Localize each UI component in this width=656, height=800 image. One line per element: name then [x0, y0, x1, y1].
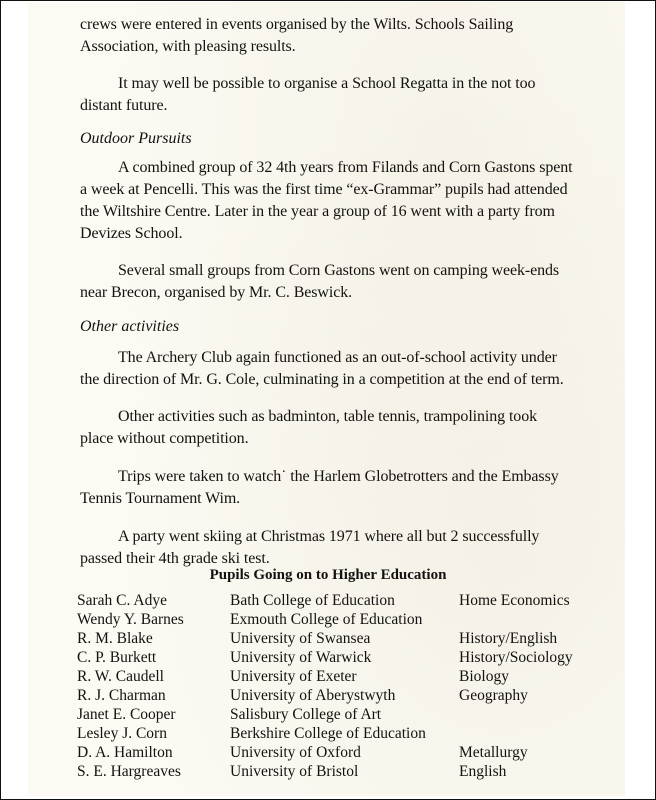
- institution: Salisbury College of Art: [230, 706, 382, 723]
- pupil-name: Lesley J. Corn: [77, 725, 167, 742]
- institution: University of Bristol: [230, 763, 359, 780]
- subject: Metallurgy: [459, 744, 528, 761]
- table-row: [0, 705, 656, 724]
- table-row: [0, 648, 656, 667]
- pupil-name: R. J. Charman: [77, 687, 166, 704]
- institution: University of Aberystwyth: [230, 687, 396, 704]
- paragraph-skiing-line-2: passed their 4th grade ski test.: [80, 550, 270, 567]
- pupil-name: S. E. Hargreaves: [77, 763, 181, 780]
- paragraph-pencelli-line-1: A combined group of 32 4th years from Filands and Corn Gastons spent: [118, 159, 573, 176]
- table-row: [0, 724, 656, 743]
- institution: University of Warwick: [230, 649, 372, 666]
- table-title-higher-education: Pupils Going on to Higher Education: [209, 567, 447, 583]
- paragraph-brecon-line-2: near Brecon, organised by Mr. C. Beswick.: [80, 284, 352, 301]
- pupil-name: Janet E. Cooper: [77, 706, 176, 723]
- table-row: [0, 629, 656, 648]
- paragraph-pencelli-line-3: the Wiltshire Centre. Later in the year a group of 16 went with a party from: [80, 203, 555, 220]
- pupil-name: Wendy Y. Barnes: [77, 611, 184, 628]
- table-row: [0, 743, 656, 762]
- subject: History/Sociology: [459, 649, 573, 666]
- pupil-name: D. A. Hamilton: [77, 744, 173, 761]
- institution: University of Oxford: [230, 744, 361, 761]
- paragraph-regatta-line-2: distant future.: [80, 97, 168, 114]
- institution: Bath College of Education: [230, 592, 395, 609]
- paragraph-regatta-line-1: It may well be possible to organise a School Regatta in the not too: [118, 75, 536, 92]
- institution: University of Swansea: [230, 630, 371, 647]
- subject: English: [459, 763, 507, 780]
- paragraph-trips-line-2: Tennis Tournament Wim.: [80, 490, 241, 507]
- institution: Berkshire College of Education: [230, 725, 426, 742]
- paragraph-brecon-line-1: Several small groups from Corn Gastons went on camping week-ends: [118, 262, 560, 279]
- table-row: [0, 591, 656, 610]
- subject: Geography: [459, 687, 528, 704]
- paragraph-archery-line-2: the direction of Mr. G. Cole, culminating in a competition at the end of term.: [80, 371, 564, 388]
- table-row: [0, 610, 656, 629]
- paragraph-skiing-line-1: A party went skiing at Christmas 1971 where all but 2 successfully: [118, 528, 540, 545]
- paragraph-trips-line-1: Trips were taken to watch˙ the Harlem Globetrotters and the Embassy: [118, 468, 559, 485]
- institution: Exmouth College of Education: [230, 611, 423, 628]
- subject: Home Economics: [459, 592, 570, 609]
- paragraph-badminton-line-2: place without competition.: [80, 430, 249, 447]
- pupil-name: R. W. Caudell: [77, 668, 164, 685]
- paragraph-pencelli-line-4: Devizes School.: [80, 225, 183, 242]
- subject: Biology: [459, 668, 509, 685]
- subject: History/English: [459, 630, 558, 647]
- table-row: [0, 686, 656, 705]
- table-row: [0, 667, 656, 686]
- paragraph-badminton-line-1: Other activities such as badminton, table tennis, trampolining took: [118, 408, 537, 425]
- pupil-name: R. M. Blake: [77, 630, 153, 647]
- pupil-name: Sarah C. Adye: [77, 592, 167, 609]
- paragraph-archery-line-1: The Archery Club again functioned as an out-of-school activity under: [118, 349, 557, 366]
- table-row: [0, 762, 656, 781]
- paragraph-sailing-line-1: crews were entered in events organised by the Wilts. Schools Sailing: [80, 16, 514, 33]
- pupil-name: C. P. Burkett: [77, 649, 157, 666]
- section-heading-other-activities: Other activities: [80, 318, 180, 335]
- paragraph-sailing-line-2: Association, with pleasing results.: [80, 38, 296, 55]
- paragraph-pencelli-line-2: a week at Pencelli. This was the first time “ex-Grammar” pupils had attended: [80, 181, 568, 198]
- institution: University of Exeter: [230, 668, 357, 685]
- section-heading-outdoor-pursuits: Outdoor Pursuits: [80, 130, 192, 147]
